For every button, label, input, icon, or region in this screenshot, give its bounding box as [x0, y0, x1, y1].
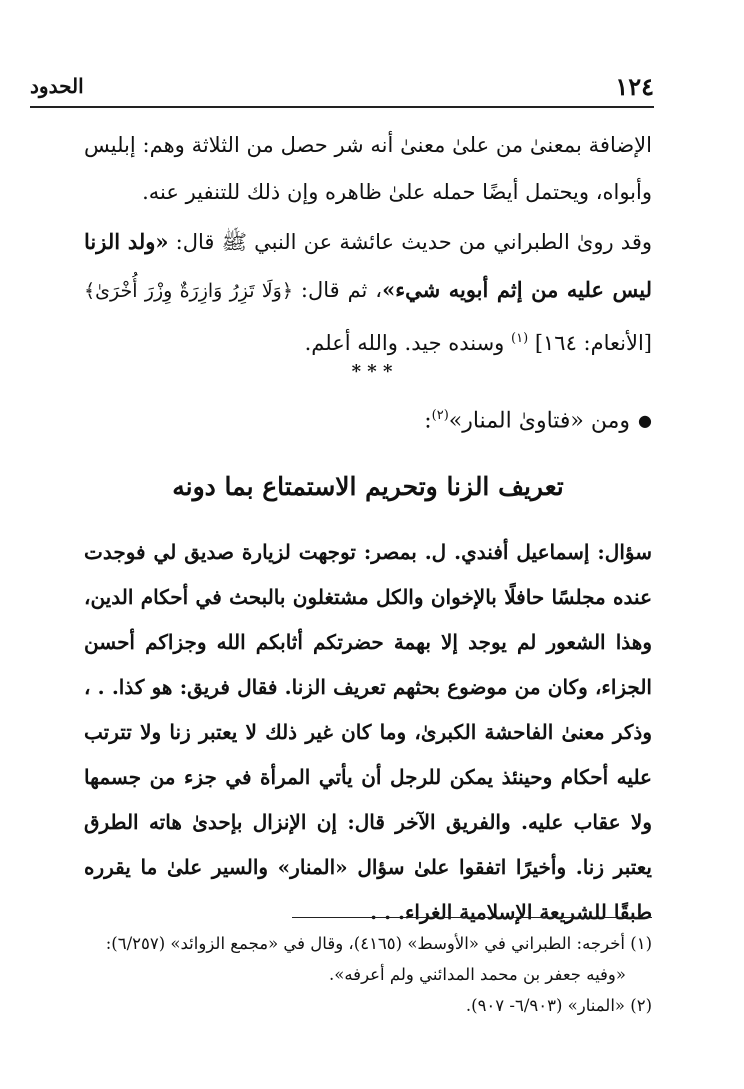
source-colon: :	[424, 408, 432, 434]
intro-paragraph: الإضافة بمعنىٰ من علىٰ معنىٰ أنه شر حصل من الثلاثة وهم: إبليس وأبواه، ويحتمل أيضًا حمله علىٰ ظاهره وإن ذلك للتنفير عنه.	[84, 133, 652, 204]
bullet-icon: ●	[638, 411, 652, 431]
question-paragraph: سؤال: إسماعيل أفندي. ل. بمصر: توجهت لزيارة صديق لي فوجدت عنده مجلسًا حافلًا بالإخوان والكل مشتغلون بالبحث في أحكام الدين، وهذا الشعور لم يوجد إلا بهمة حضرتكم أثابكم الله وجزاكم أحسن الجزاء، وكان من موضوع بحثهم تعريف الزنا. فقال فريق: هو كذا. . ، وذكر معنىٰ الفاحشة الكبرىٰ، وما كان غير ذلك لا يعتبر زنا ولا تترتب عليه أحكام وحينئذ يمكن للرجل أن يأتي المرأة في جزء من جسمها ولا عقاب عليه. والفريق الآخر قال: إن الإنزال بإحدىٰ هاته الطرق يعتبر زنا. وأخيرًا اتفقوا علىٰ سؤال «المنار» والسير علىٰ ما يقرره طبقًا للشريعة الإسلامية الغراء. . .	[84, 540, 652, 924]
page-header	[30, 66, 654, 108]
quran-verse: ﴿وَلَا تَزِرُ وَازِرَةٌ وِزْرَ أُخْرَىٰ﴾	[84, 280, 293, 302]
footnote-divider	[292, 917, 652, 918]
footnote-1-continuation: «وفيه جعفر بن محمد المدائني ولم أعرفه».	[329, 965, 626, 984]
quran-reference: [الأنعام: ١٦٤]	[528, 331, 652, 355]
source-label: ومن «فتاوىٰ المنار»	[448, 408, 631, 434]
footnotes	[84, 928, 652, 1021]
section-separator: * * *	[351, 361, 393, 382]
hadith-lead: وقد روىٰ الطبراني من حديث عائشة عن النبي ﷺ قال:	[168, 230, 652, 254]
source-text	[424, 408, 630, 433]
section-title: تعريف الزنا وتحريم الاستمتاع بما دونه	[172, 472, 564, 501]
footnote-mark-2: (٢)	[431, 408, 449, 423]
footnote-1: (١) أخرجه: الطبراني في «الأوسط» (٤١٦٥)، وقال في «مجمع الزوائد» (٦/٢٥٧):	[105, 934, 652, 953]
hadith-text: «ولد الزنا ليس عليه من إثم أبويه شيء»	[84, 229, 652, 302]
hadith-paragraph	[84, 218, 652, 367]
running-title: الحدود	[30, 74, 84, 98]
hadith-tail: وسنده جيد. والله أعلم.	[304, 331, 511, 355]
footnote-2: (٢) «المنار» (٦/٩٠٣- ٩٠٧).	[465, 996, 652, 1015]
page-number: ١٢٤	[615, 71, 654, 101]
hadith-mid: ، ثم قال:	[292, 278, 383, 302]
footnote-mark-1: (١)	[511, 331, 529, 346]
source-line	[424, 408, 652, 433]
